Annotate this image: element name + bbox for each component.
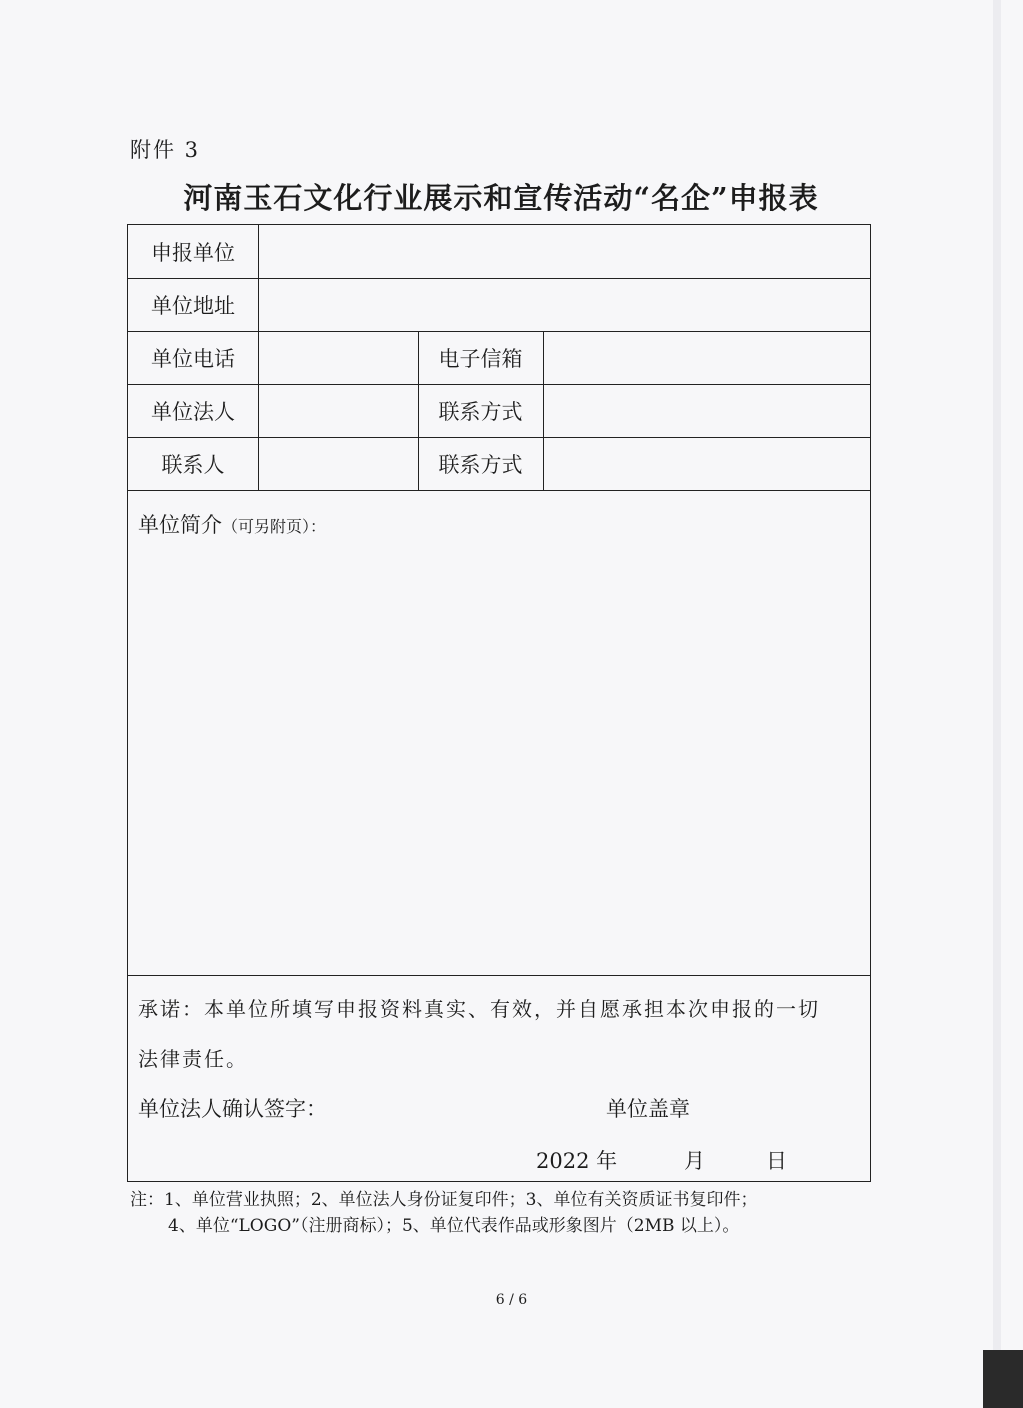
notes-line-2: 4、单位“LOGO”（注册商标）；5、单位代表作品或形象图片（2MB 以上）。 — [168, 1216, 740, 1236]
date-year: 2022 年 — [536, 1149, 618, 1173]
application-form-table — [127, 224, 871, 1182]
signature-label: 单位法人确认签字： — [138, 1097, 327, 1121]
commitment-line-2: 法律责任。 — [138, 1047, 248, 1071]
notes-line-1: 注：1、单位营业执照；2、单位法人身份证复印件；3、单位有关资质证书复印件； — [130, 1190, 758, 1210]
date-month: 月 — [684, 1149, 705, 1173]
row-divider — [128, 490, 870, 491]
label-unit-address: 单位地址 — [151, 294, 235, 318]
profile-note: （可另附页）： — [222, 517, 327, 536]
row-divider — [128, 975, 870, 976]
row-divider — [128, 278, 870, 279]
form-title: 河南玉石文化行业展示和宣传活动“名企”申报表 — [183, 181, 819, 215]
column-divider — [258, 225, 259, 490]
profile-label: 单位简介 — [138, 513, 222, 537]
label-unit-phone: 单位电话 — [151, 347, 235, 371]
label-contact-method: 联系方式 — [438, 400, 523, 424]
label-contact-person: 联系人 — [161, 453, 225, 477]
seal-label: 单位盖章 — [606, 1097, 690, 1121]
label-applicant-unit: 申报单位 — [151, 241, 235, 265]
notes-block — [130, 1187, 757, 1239]
attachment-label: 附件 3 — [130, 138, 201, 162]
label-legal-person: 单位法人 — [151, 400, 235, 424]
row-divider — [128, 331, 870, 332]
profile-section-label — [138, 509, 326, 539]
column-divider — [543, 331, 544, 490]
scan-edge-strip — [993, 0, 1001, 1408]
commitment-line-1: 承诺：本单位所填写申报资料真实、有效，并自愿承担本次申报的一切 — [138, 997, 820, 1021]
label-contact-method: 联系方式 — [438, 453, 523, 477]
row-divider — [128, 437, 870, 438]
row-divider — [128, 384, 870, 385]
date-day: 日 — [766, 1149, 787, 1173]
scan-corner-shadow — [983, 1350, 1023, 1408]
page-number: 6 / 6 — [495, 1292, 528, 1308]
label-email: 电子信箱 — [438, 347, 523, 371]
